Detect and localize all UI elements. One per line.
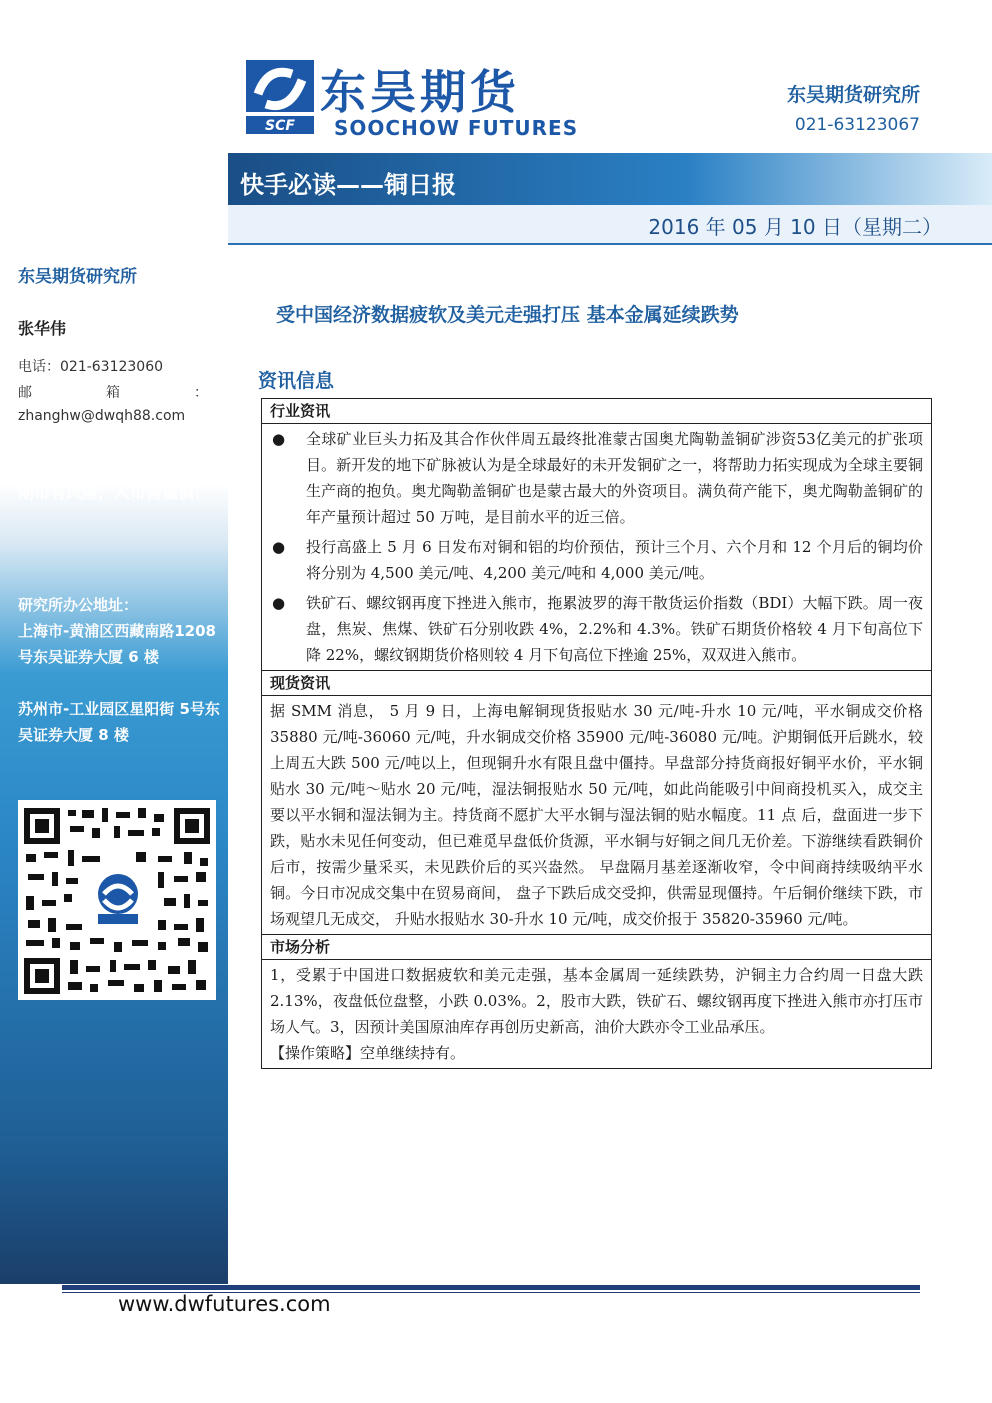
email-label-char-1: 邮	[18, 385, 32, 401]
spot-news-header: 现货资讯	[262, 670, 931, 696]
footer-divider	[62, 1285, 920, 1290]
bullet-icon: ●	[272, 594, 286, 612]
header-org: 东吴期货研究所	[786, 84, 920, 106]
list-item	[262, 588, 931, 670]
list-item	[262, 424, 931, 532]
industry-item-2: 投行高盛上 5 月 6 日发布对铜和铝的均价预估，预计三个月、六个月和 12 个月后的铜均价将分别为 4,500 美元/吨、4,200 美元/吨和 4,000 美元/吨。	[306, 538, 923, 582]
risk-warning: 期市有风险，入市需谨慎！	[18, 483, 211, 502]
industry-item-1: 全球矿业巨头力拓及其合作伙伴周五最终批准蒙古国奥尤陶勒盖铜矿涉资53亿美元的扩张项目。新开发的地下矿脉被认为是全球最好的未开发铜矿之一，将帮助力拓实现成为全球主要铜生产商的抱负。奥尤陶勒盖铜矿也是蒙古最大的外资项目。满负荷产能下，奥尤陶勒盖铜矿的年产量预计超过 50 万吨，是目前水平的近三倍。	[306, 430, 923, 526]
logo-text: SCF	[265, 118, 295, 134]
market-analysis-header: 市场分析	[262, 934, 931, 960]
report-title: 快手必读——铜日报	[240, 171, 456, 199]
address-title: 研究所办公地址：	[18, 596, 139, 614]
sidebar-org: 东吴期货研究所	[18, 267, 137, 287]
section-title: 资讯信息	[258, 370, 335, 392]
qr-code-image	[18, 800, 216, 1000]
footer-website-link[interactable]: www.dwfutures.com	[118, 1292, 331, 1316]
analyst-name: 张华伟	[18, 319, 67, 338]
bullet-icon: ●	[272, 430, 286, 448]
report-title-bar	[228, 153, 992, 205]
strategy-text: 【操作策略】空单继续持有。	[270, 1044, 466, 1062]
analyst-phone: 电话：021-63123060	[18, 359, 164, 375]
report-date: 2016 年 05 月 10 日（星期二）	[648, 215, 942, 239]
headline: 受中国经济数据疲软及美元走强打压 基本金属延续跌势	[276, 304, 739, 326]
list-item	[262, 532, 931, 588]
bullet-icon: ●	[272, 538, 286, 556]
address-suzhou: 苏州市-工业园区星阳街 5号东吴证券大厦 8 楼	[18, 700, 220, 744]
news-table	[261, 398, 932, 1069]
analyst-email[interactable]: zhanghw@dwqh88.com	[18, 408, 186, 424]
email-label	[18, 382, 208, 402]
spot-news-text: 据 SMM 消息， 5 月 9 日，上海电解铜现货报贴水 30 元/吨-升水 10 元/吨，平水铜成交价格 35880 元/吨-36060 元/吨，升水铜成交价格 35900 元/吨-36080 元/吨。沪期铜低开后跳水，较上周五大跌 500 元/吨以上，但现铜升水有限且盘中僵持。早盘部分持货商报好铜平水价，平水铜贴水 30 元/吨～贴水 20 元/吨，湿法铜报贴水 50 元/吨，如此尚能吸引中间商投机买入，成交主要以平水铜和湿法铜为主。持货商不愿扩大平水铜与湿法铜的贴水幅度。11 点 后，盘面进一步下跌，贴水未见任何变动，但已难觅早盘低价货源，平水铜与好铜之间几无价差。下游继续看跌铜价后市，按需少量采买，未见跌价后的买兴盎然。 早盘隔月基差逐渐收窄，令中间商持续吸纳平水铜。今日市况成交集中在贸易商间， 盘子下跌后成交受抑，供需显现僵持。午后铜价继续下跌，市场观望几无成交， 升贴水报贴水 30-升水 10 元/吨，成交价报于 35820-35960 元/吨。	[270, 702, 923, 928]
header-phone: 021-63123067	[794, 115, 920, 135]
date-bar	[228, 205, 992, 245]
market-analysis-text: 1，受累于中国进口数据疲软和美元走强，基本金属周一延续跌势，沪铜主力合约周一日盘大跌 2.13%，夜盘低位盘整，小跌 0.03%。2，股市大跌，铁矿石、螺纹钢再度下挫进入熊市亦打压市场人气。3，因预计美国原油库存再创历史新高，油价大跌亦令工业品承压。	[270, 966, 923, 1036]
brand-name-en: SOOCHOW FUTURES	[334, 116, 579, 140]
brand-name-cn: 东吴期货	[320, 65, 520, 119]
address-shanghai: 上海市-黄浦区西藏南路1208 号东吴证券大厦 6 楼	[18, 622, 216, 666]
industry-item-3: 铁矿石、螺纹钢再度下挫进入熊市，拖累波罗的海干散货运价指数（BDI）大幅下跌。周一夜盘，焦炭、焦煤、铁矿石分别收跌 4%，2.2%和 4.3%。铁矿石期货价格较 4 月下旬高位下降 22%，螺纹钢期货价格则较 4 月下旬高位下挫逾 25%，双双进入熊市。	[306, 594, 923, 664]
email-label-char-3: ：	[194, 385, 208, 401]
industry-news-header: 行业资讯	[262, 399, 931, 424]
email-label-char-2: 箱	[106, 385, 120, 401]
